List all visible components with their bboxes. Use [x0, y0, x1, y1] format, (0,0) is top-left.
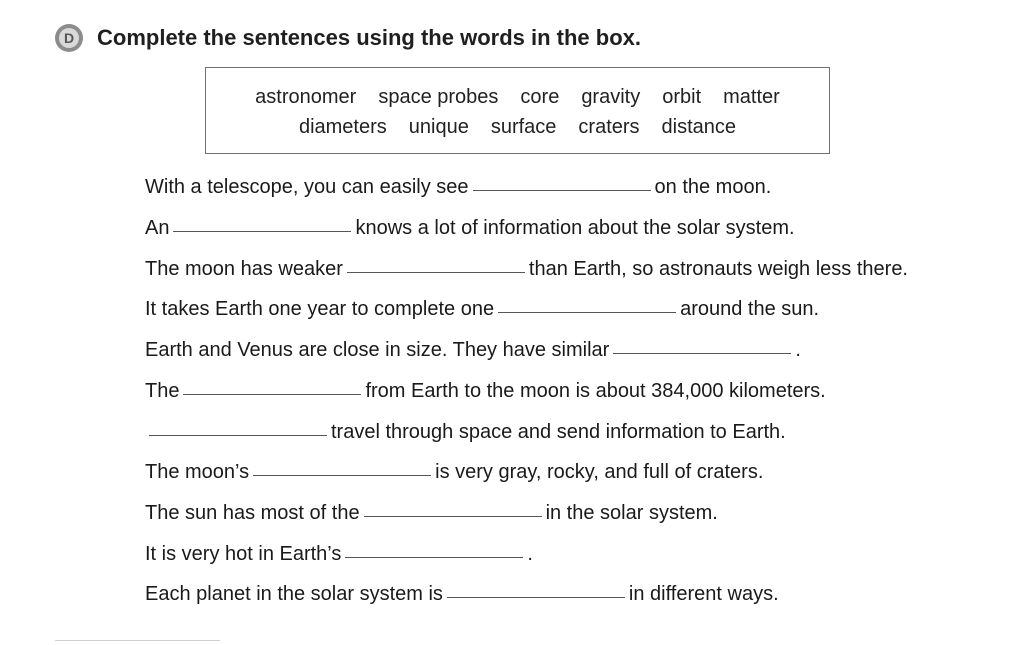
word-box-word: unique [408, 116, 469, 138]
answer-blank[interactable] [183, 393, 361, 395]
sentence-text-before: The sun has most of the [145, 502, 360, 524]
sentence-text-after: knows a lot of information about the solar system. [355, 217, 795, 239]
word-box-row-2 [206, 116, 829, 139]
sentence-text-before: The moon has weaker [145, 258, 343, 280]
word-box-word: craters [578, 116, 640, 138]
answer-blank[interactable] [345, 556, 523, 558]
answer-blank[interactable] [447, 596, 625, 598]
exercise-badge-letter: D [59, 28, 79, 48]
sentence-text-after: from Earth to the moon is about 384,000 kilometers. [365, 380, 826, 402]
word-box-word: distance [661, 116, 737, 138]
word-box-row-1 [206, 86, 829, 109]
sentence-text-before: An [145, 217, 170, 239]
answer-blank[interactable] [364, 515, 542, 517]
word-box-word: core [520, 86, 560, 108]
sentence-text-after: . [795, 339, 801, 361]
sentence-text-after: is very gray, rocky, and full of craters. [435, 461, 764, 483]
sentence-text-before: The moon’s [145, 461, 250, 483]
sentence-text-after: . [527, 543, 533, 565]
sentence-text-after: around the sun. [680, 298, 820, 320]
word-box-word: surface [490, 116, 557, 138]
exercise-header [55, 24, 641, 52]
sentence-text-after: than Earth, so astronauts weigh less there. [528, 258, 908, 280]
sentence-text-after: travel through space and send information to Earth. [331, 421, 786, 443]
sentence-text-before: Earth and Venus are close in size. They have similar [145, 339, 610, 361]
word-box [205, 67, 830, 154]
word-box-word: orbit [662, 86, 702, 108]
sentence-text-after: in the solar system. [545, 502, 718, 524]
answer-blank[interactable] [347, 271, 525, 273]
sentence-text-after: on the moon. [654, 176, 772, 198]
exercise-title: Complete the sentences using the words in the box. [97, 25, 641, 50]
answer-blank[interactable] [173, 230, 351, 232]
answer-blank[interactable] [149, 434, 327, 436]
answer-blank[interactable] [253, 474, 431, 476]
exercise-badge [55, 24, 83, 52]
sentence-text-before: It takes Earth one year to complete one [145, 298, 495, 320]
answer-blank[interactable] [473, 189, 651, 191]
word-box-word: astronomer [255, 86, 357, 108]
sentence-text-before: It is very hot in Earth’s [145, 543, 342, 565]
word-box-word: gravity [581, 86, 641, 108]
sentence-text-after: in different ways. [628, 583, 779, 605]
word-box-word: diameters [298, 116, 387, 138]
sentence-text-before: The [145, 380, 180, 402]
word-box-word: space probes [378, 86, 499, 108]
answer-blank[interactable] [613, 352, 791, 354]
answer-blank[interactable] [498, 311, 676, 313]
sentence-text-before: Each planet in the solar system is [145, 583, 443, 605]
footer-divider [55, 640, 220, 641]
word-box-word: matter [723, 86, 780, 108]
sentence-text-before: With a telescope, you can easily see [145, 176, 469, 198]
